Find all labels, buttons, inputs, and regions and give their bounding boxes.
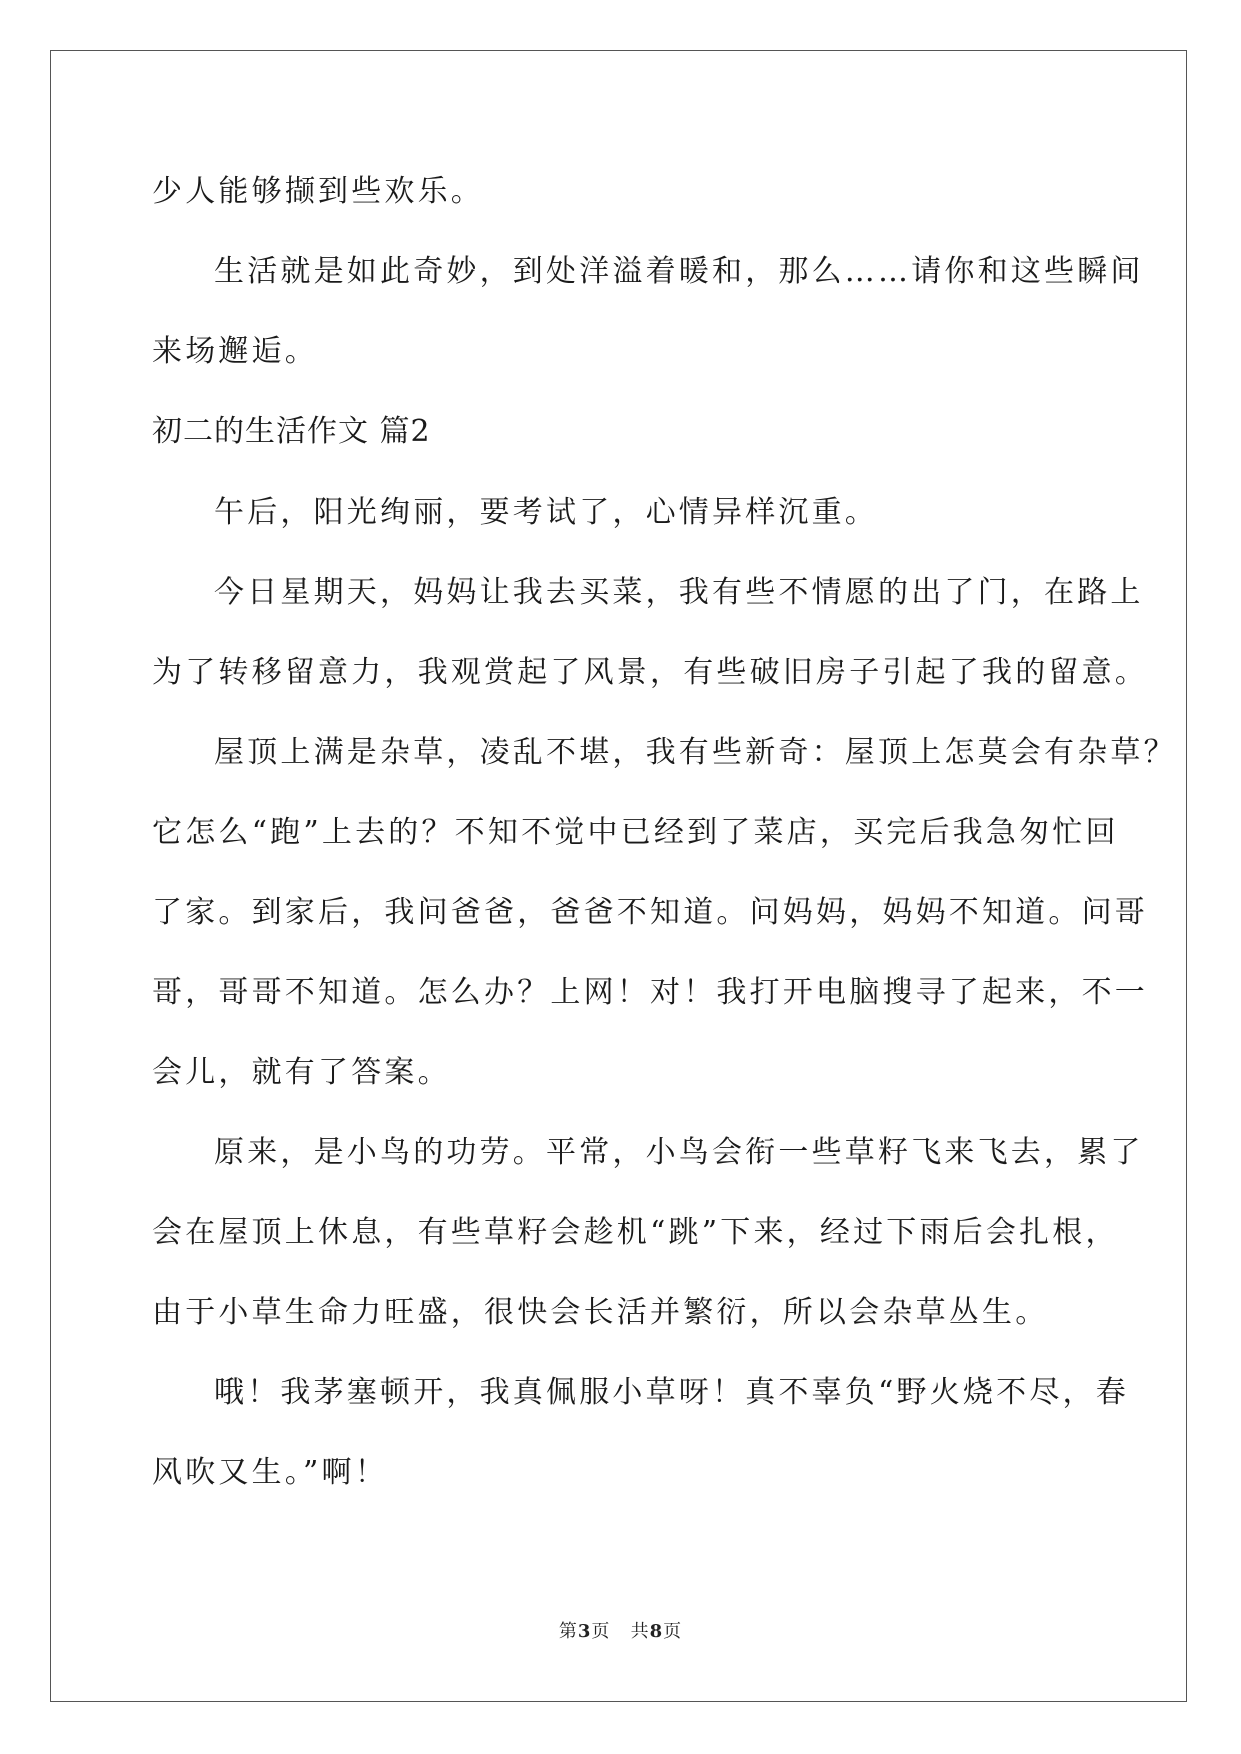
text-line: 来场邂逅。: [152, 334, 318, 369]
text-line: 由于小草生命力旺盛，很快会长活并繁衍，所以会杂草丛生。: [152, 1295, 1049, 1330]
paragraph-line: 哦！我茅塞顿开，我真佩服小草呀！真不辜负“野火烧不尽，春: [214, 1375, 1129, 1410]
footer-page-word: 页: [591, 1621, 611, 1642]
text-line: 为了转移留意力，我观赏起了风景，有些破旧房子引起了我的留意。: [152, 655, 1148, 690]
paragraph-line: 原来，是小鸟的功劳。平常，小鸟会衔一些草籽飞来飞去，累了: [214, 1135, 1144, 1170]
paragraph-line: 午后，阳光绚丽，要考试了，心情异样沉重。: [214, 495, 878, 530]
text-line: 少人能够撷到些欢乐。: [152, 174, 484, 209]
total-pages-number: 8: [649, 1621, 664, 1642]
text-line: 风吹又生。”啊！: [152, 1455, 388, 1490]
text-line: 它怎么“跑”上去的？不知不觉中已经到了菜店，买完后我急匆忙回: [152, 815, 1119, 850]
text-line: 会在屋顶上休息，有些草籽会趁机“跳”下来，经过下雨后会扎根，: [152, 1215, 1119, 1250]
footer-prefix: 第: [558, 1621, 578, 1642]
text-line: 哥，哥哥不知道。怎么办？上网！对！我打开电脑搜寻了起来，不一: [152, 975, 1148, 1010]
page-footer: [0, 1620, 1241, 1644]
footer-total-suffix: 页: [663, 1621, 683, 1642]
paragraph-line: 生活就是如此奇妙，到处洋溢着暖和，那么……请你和这些瞬间: [214, 254, 1144, 289]
section-heading: 初二的生活作文 篇2: [152, 414, 431, 449]
text-line: 了家。到家后，我问爸爸，爸爸不知道。问妈妈，妈妈不知道。问哥: [152, 895, 1148, 930]
text-line: 会儿，就有了答案。: [152, 1055, 451, 1090]
paragraph-line: 屋顶上满是杂草，凌乱不堪，我有些新奇：屋顶上怎莫会有杂草？: [214, 735, 1177, 770]
footer-total-prefix: 共: [630, 1621, 650, 1642]
current-page-number: 3: [577, 1621, 592, 1642]
paragraph-line: 今日星期天，妈妈让我去买菜，我有些不情愿的出了门，在路上: [214, 575, 1144, 610]
